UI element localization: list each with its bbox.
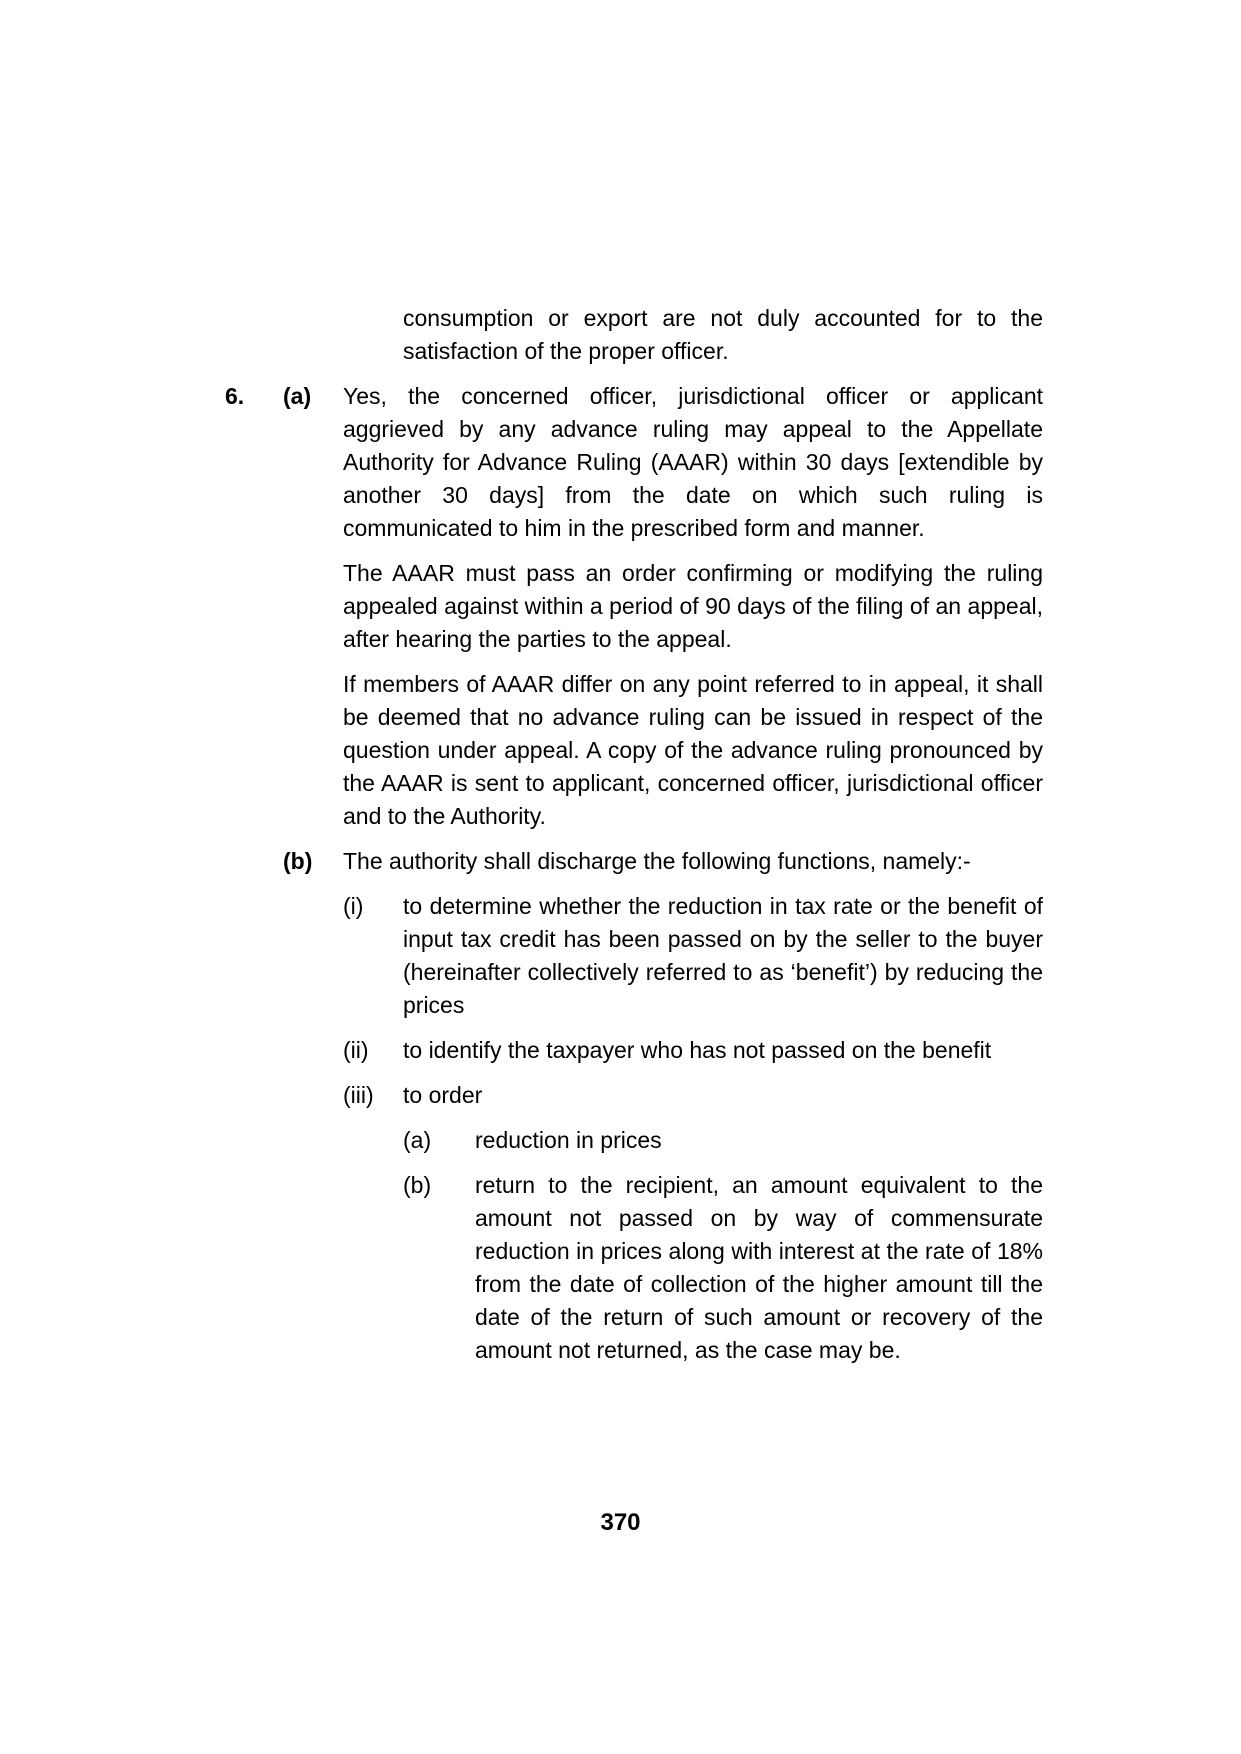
item-a-body — [343, 380, 1043, 833]
sub-sub-item-a — [403, 1124, 1043, 1157]
page-number: 370 — [600, 1509, 641, 1536]
sub-sub-item-a-label: (a) — [403, 1127, 432, 1153]
item-6b — [225, 845, 1043, 1367]
item-b-body — [343, 845, 1043, 1367]
sub-sub-item-a-text: reduction in prices — [475, 1127, 662, 1153]
sub-sub-item-b-label: (b) — [403, 1172, 432, 1198]
sub-item-i — [343, 890, 1043, 1022]
item-a-paragraph-2: The AAAR must pass an order confirming or modifying the ruling appealed against within a period of 90 days of the filing of an appeal, after hearing the parties to the appeal. — [343, 560, 1043, 652]
item-number-spacer — [225, 845, 283, 1367]
sub-sub-item-b-text: return to the recipient, an amount equivalent to the amount not passed on by way of commensurate reduction in prices along with interest at the rate of 18% from the date of collection of the higher amount till the date of the return of such amount or recovery of the amount not returned, as the case may be. — [475, 1172, 1043, 1363]
item-6a — [225, 380, 1043, 833]
sub-item-iii-text: to order — [403, 1082, 483, 1108]
sub-item-iii-body — [403, 1079, 1043, 1367]
sub-item-ii-text: to identify the taxpayer who has not passed on the benefit — [403, 1037, 992, 1063]
item-a-paragraph-3: If members of AAAR differ on any point referred to in appeal, it shall be deemed that no advance ruling can be issued in respect of the question under appeal. A copy of the advance ruling pronounced by the AAAR is sent to applicant, concerned officer, jurisdictional officer and to the Authority. — [343, 671, 1043, 829]
page-body — [225, 302, 1043, 1379]
item-a-label: (a) — [283, 383, 312, 409]
item-number: 6. — [225, 383, 245, 409]
sub-item-ii — [343, 1034, 1043, 1067]
sub-sub-item-b — [403, 1169, 1043, 1367]
item-a-paragraph-1: Yes, the concerned officer, jurisdictional officer or applicant aggrieved by any advance ruling may appeal to the Appellate Authority for Advance Ruling (AAAR) within 30 days [extendible by another 30 days] from the date on which such ruling is communicated to him in the prescribed form and manner. — [343, 383, 1043, 541]
item-b-intro: The authority shall discharge the following functions, namely:- — [343, 848, 971, 874]
continuation-paragraph: consumption or export are not duly accounted for to the satisfaction of the proper officer. — [403, 305, 1043, 364]
item-b-label: (b) — [283, 848, 313, 874]
sub-item-iii-label: (iii) — [343, 1082, 374, 1108]
sub-item-iii — [343, 1079, 1043, 1367]
sub-item-i-text: to determine whether the reduction in tax rate or the benefit of input tax credit has been passed on by the seller to the buyer (hereinafter collectively referred to as ‘benefit’) by reducing the prices — [403, 893, 1043, 1018]
sub-item-i-label: (i) — [343, 893, 364, 919]
sub-item-ii-label: (ii) — [343, 1037, 369, 1063]
